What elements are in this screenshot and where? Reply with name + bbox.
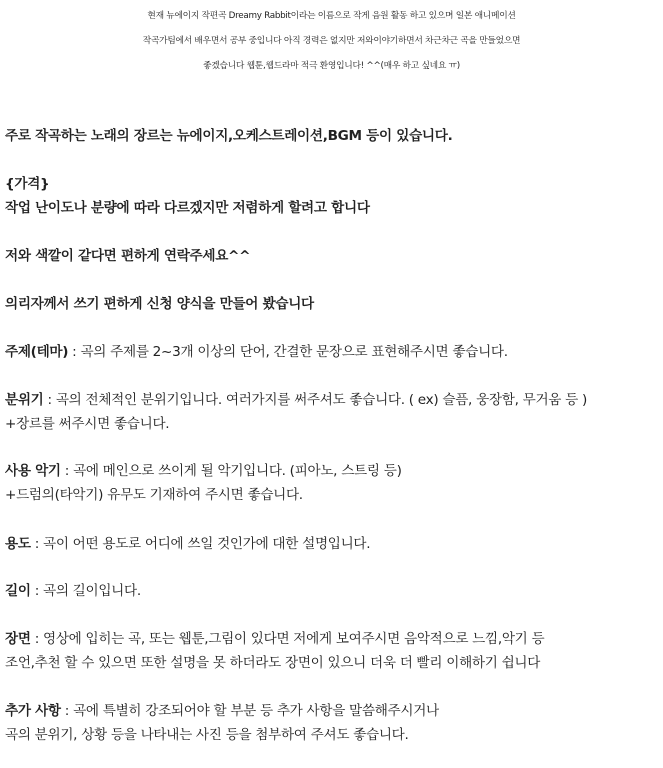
form-item-term: 길이 <box>5 583 31 599</box>
form-item-scene-extra: 조언,추천 할 수 있으면 또한 설명을 못 하더라도 장면이 있으니 더욱 더 빨리 이해하기 쉽니다 <box>5 655 541 671</box>
form-item-desc: : 곡의 전체적인 분위기입니다. 여러가지를 써주셔도 좋습니다. ( ex) 슬픔, 웅장함, 무거움 등 ) <box>43 392 588 408</box>
form-item-desc: : 곡에 메인으로 쓰이게 될 악기입니다. (피아노, 스트링 등) <box>60 463 402 479</box>
contact-note: 저와 색깔이 같다면 편하게 연락주세요^^ <box>5 248 251 264</box>
form-item-purpose <box>5 532 370 556</box>
form-item-extra-extra: 곡의 분위기, 상황 등을 나타내는 사진 등을 첨부하여 주셔도 좋습니다. <box>5 727 409 743</box>
form-item-theme <box>5 340 508 364</box>
form-item-scene <box>5 627 544 651</box>
form-item-desc: : 곡의 주제를 2~3개 이상의 단어, 간결한 문장으로 표현해주시면 좋습니다. <box>68 344 508 360</box>
form-item-term: 용도 <box>5 536 31 552</box>
form-item-term: 장면 <box>5 631 31 647</box>
form-item-term: 분위기 <box>5 392 44 408</box>
intro-line: 현재 뉴에이지 작편곡 Dreamy Rabbit이라는 이름으로 작게 음원 활동 하고 있으며 일본 애니메이션 <box>147 11 516 21</box>
form-item-desc: : 곡에 특별히 강조되어야 할 부분 등 추가 사항을 말씀해주시거나 <box>60 703 439 719</box>
price-heading: {가격} <box>5 176 50 192</box>
intro-line: 작곡가팀에서 배우면서 공부 중입니다 아직 경력은 없지만 저와이야기하면서 차근차근 곡을 만들었으면 <box>142 36 521 46</box>
form-item-desc: : 곡이 어떤 용도로 어디에 쓰일 것인가에 대한 설명입니다. <box>30 536 371 552</box>
intro-line: 좋겠습니다 웹툰,웹드라마 적극 환영입니다! ^^(매우 하고 싶네요 ㅠ) <box>203 61 460 71</box>
form-item-length <box>5 579 141 603</box>
price-text: 작업 난이도나 분량에 따라 다르겠지만 저렴하게 할려고 합니다 <box>5 200 370 216</box>
form-item-term: 추가 사항 <box>5 703 61 719</box>
intro-paragraph <box>0 4 663 79</box>
form-item-desc: : 영상에 입히는 곡, 또는 웹툰,그림이 있다면 저에게 보여주시면 음악적으로 느낌,악기 등 <box>30 631 545 647</box>
form-item-instruments <box>5 459 402 483</box>
form-item-instruments-extra: +드럼의(타악기) 유무도 기재하여 주시면 좋습니다. <box>5 487 303 503</box>
form-item-mood <box>5 388 587 412</box>
form-intro: 의리자께서 쓰기 편하게 신청 양식을 만들어 봤습니다 <box>5 296 314 312</box>
form-item-mood-extra: +장르를 써주시면 좋습니다. <box>5 416 170 432</box>
form-item-extra <box>5 699 439 723</box>
form-item-desc: : 곡의 길이입니다. <box>30 583 141 599</box>
genre-statement: 주로 작곡하는 노래의 장르는 뉴에이지,오케스트레이션,BGM 등이 있습니다. <box>5 128 453 144</box>
form-item-term: 사용 악기 <box>5 463 61 479</box>
form-item-term: 주제(테마) <box>5 344 69 360</box>
